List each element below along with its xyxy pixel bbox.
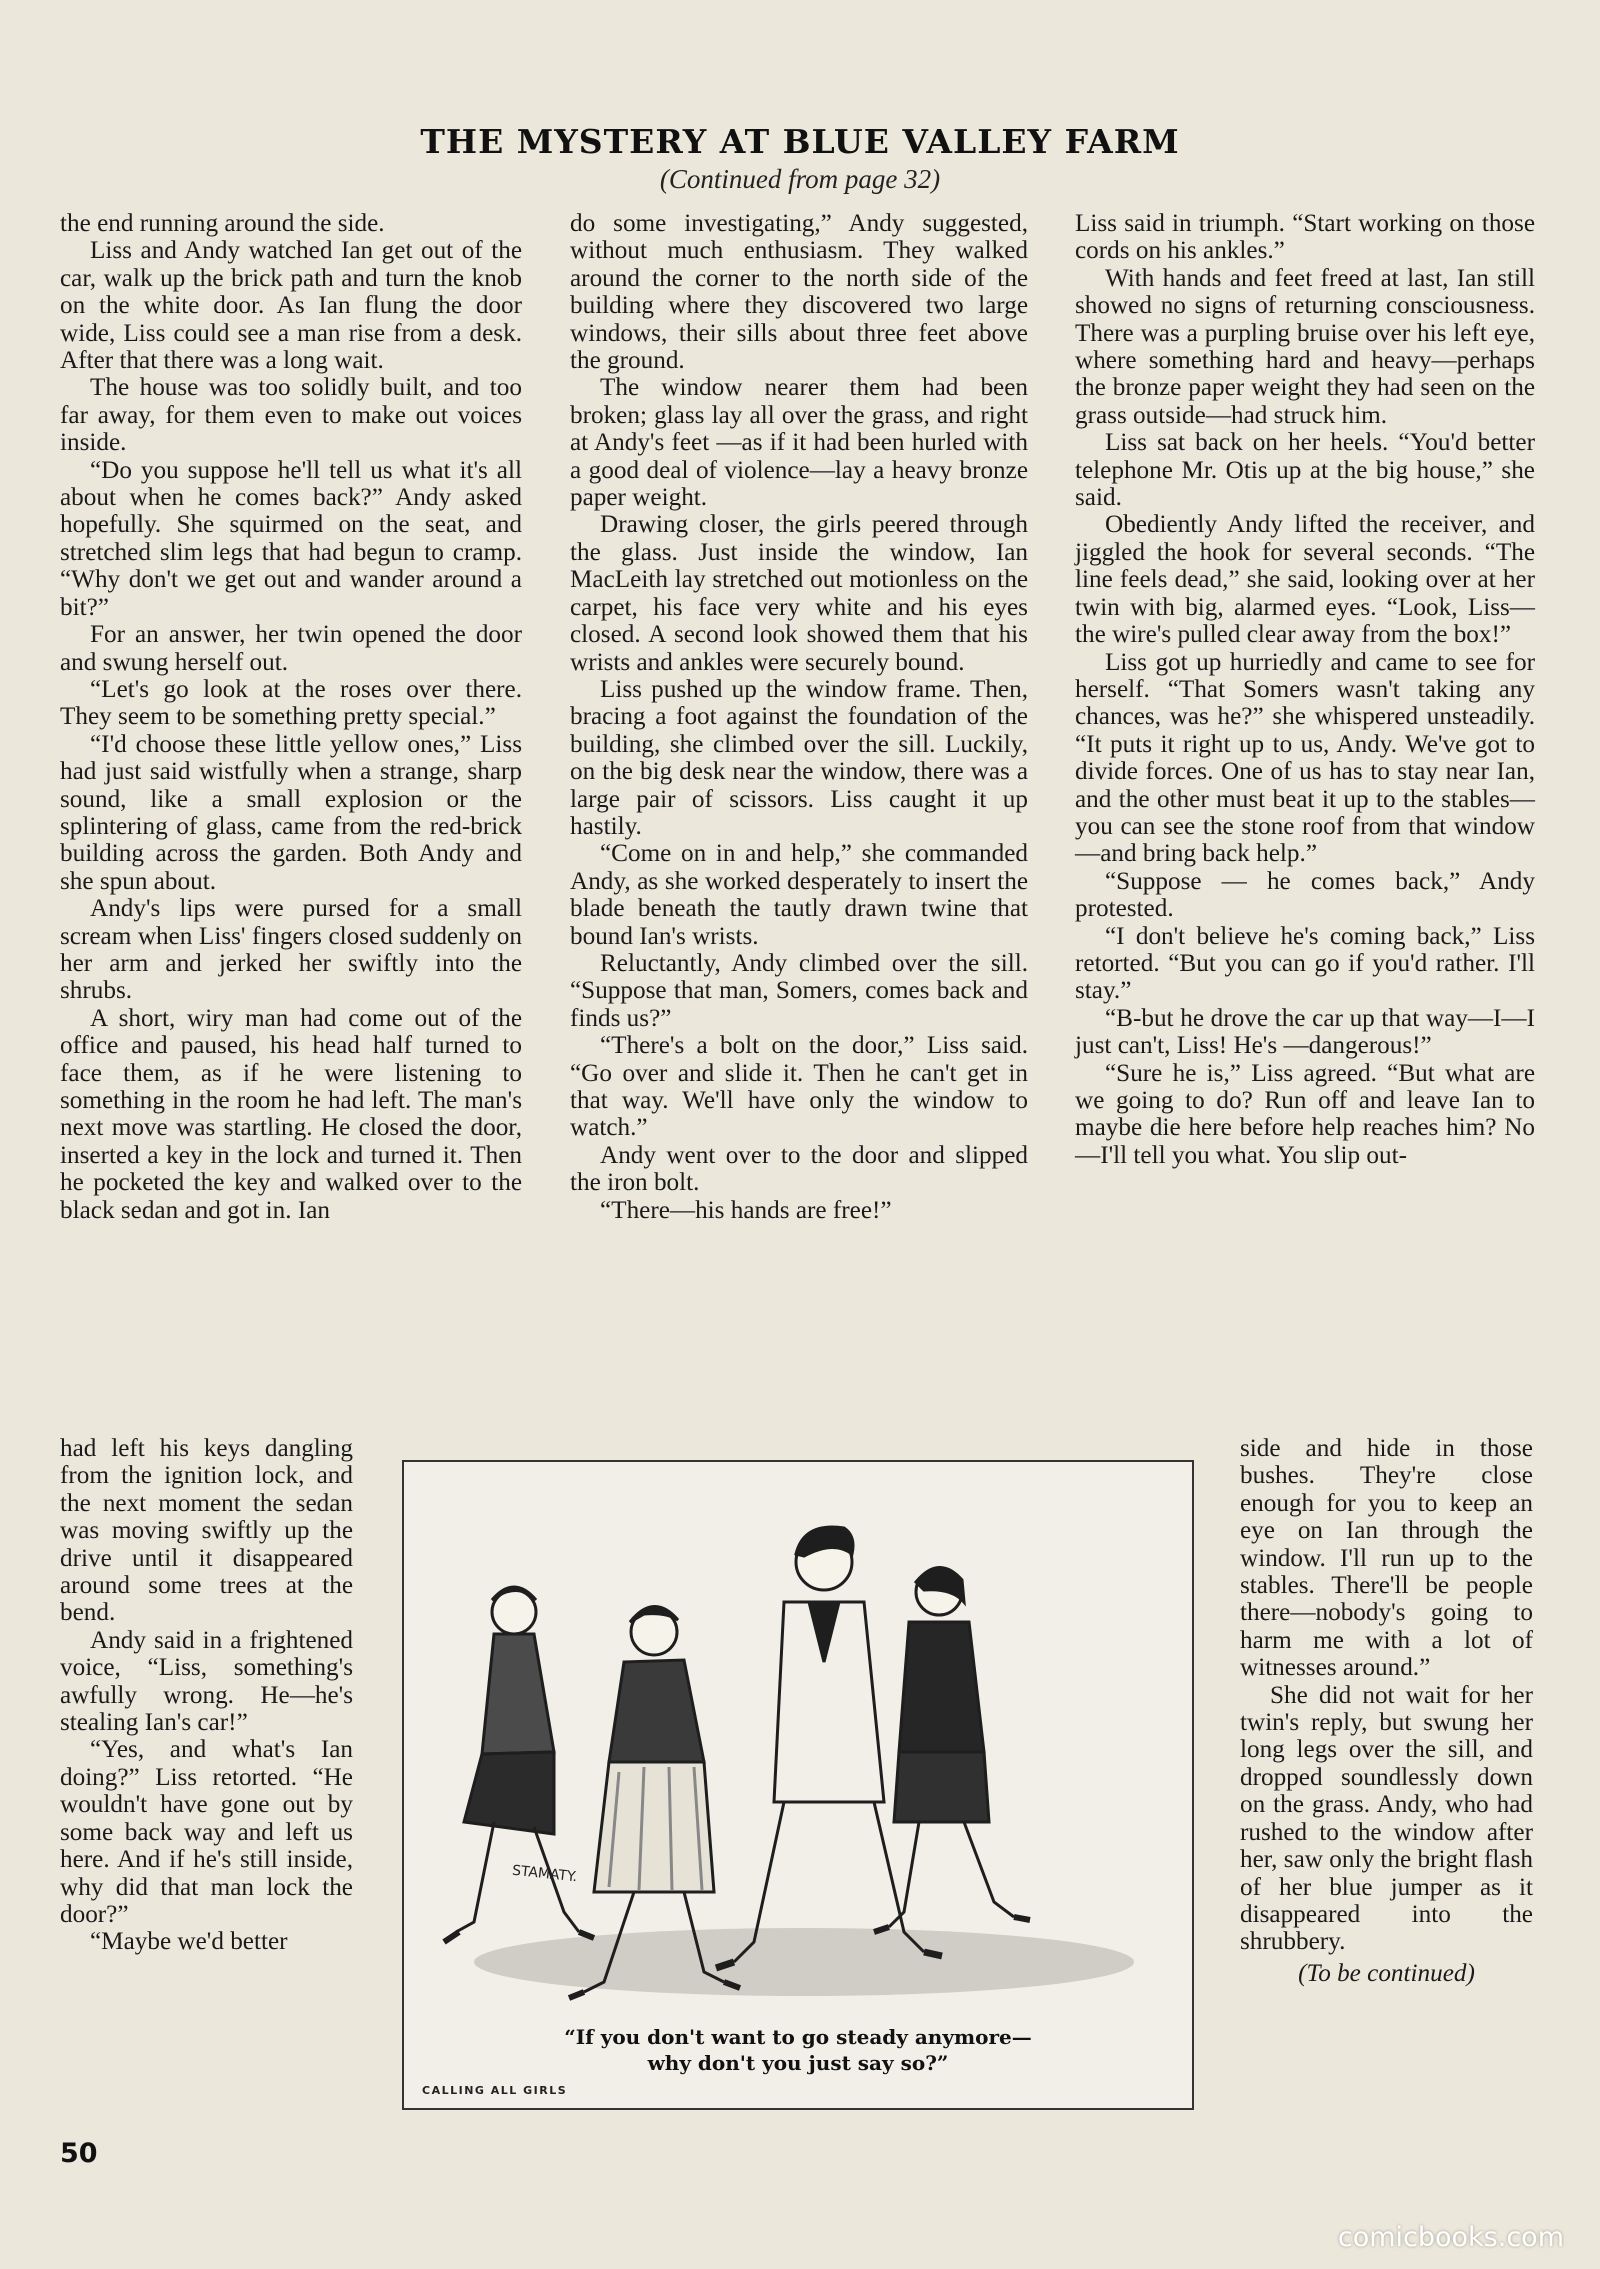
paragraph: “Sure he is,” Liss agreed. “But what are we going to do? Run off and leave Ian to maybe die here before help reaches him? No —I'll tell you what. You slip out- (1075, 1059, 1535, 1169)
girl-figure (874, 1567, 1030, 1932)
paragraph: “Maybe we'd better (90, 1928, 288, 1956)
continued-note: (Continued from page 32) (659, 164, 941, 194)
paragraph: do some investigating,” Andy suggested, without much enthusiasm. They walked around the corner to the north side of the building where they discovered two large windows, their sills about three feet above the ground. (570, 210, 1028, 375)
paragraph: “Suppose — he comes back,” Andy protested. (1075, 867, 1535, 923)
paragraph: Andy said in a frightened voice, “Liss, something's awfully wrong. He—he's stealing Ian's car!” (60, 1626, 353, 1737)
paragraph: had left his keys dangling from the ignition lock, and the next moment the sedan was moving swiftly up the drive until it disappeared around some trees at the bend. (60, 1435, 353, 1627)
paragraph: With hands and feet freed at last, Ian still showed no signs of returning consciousness. There was a purpling bruise over his left eye, where something hard and heavy—perhaps the bronze paper weight they had seen on the grass outside—had struck him. (1075, 264, 1535, 429)
text-column-1 (60, 210, 522, 1224)
paragraph: Andy's lips were pursed for a small scream when Liss' fingers closed suddenly on her arm and jerked her swiftly into the shrubs. (60, 895, 522, 1005)
paragraph: “Come on in and help,” she commanded Andy, as she worked desperately to insert the blade beneath the tautly drawn twine that bound Ian's wrists. (570, 840, 1028, 950)
cartoon-caption: “If you don't want to go steady anymore— why don't you just say so?” (564, 2025, 1032, 2075)
paragraph: Drawing closer, the girls peered through the glass. Just inside the window, Ian MacLeith lay stretched out motionless on the carpet, his face very white and his eyes closed. A second look showed them that his wrists and ankles were securely bound. (570, 511, 1028, 676)
paragraph: “Yes, and what's Ian doing?” Liss retorted. “He wouldn't have gone out by some back way and left us here. And if he's still inside, why did that man lock the door?” (60, 1736, 353, 1928)
cartoon-panel (402, 1460, 1194, 2110)
story-title: THE MYSTERY AT BLUE VALLEY FARM (420, 122, 1180, 161)
watermark: comicbooks.com (1337, 2222, 1564, 2253)
paragraph: “Do you suppose he'll tell us what it's all about when he comes back?” Andy asked hopefully. She squirmed on the seat, and stretched slim legs that had begun to cramp. “Why don't we get out and wander around a bit?” (60, 456, 522, 621)
paragraph: Andy went over to the door and slipped the iron bolt. (570, 1141, 1028, 1197)
text-column-1-lower (60, 1435, 353, 1956)
paragraph: Obediently Andy lifted the receiver, and jiggled the hook for several seconds. “The line feels dead,” she said, looking over at her twin with big, alarmed eyes. “Look, Liss—the wire's pulled clear away from the box!” (1075, 511, 1535, 649)
paragraph: Liss and Andy watched Ian get out of the car, walk up the brick path and turn the knob on the white door. As Ian flung the door wide, Liss could see a man rise from a desk. After that there was a long wait. (60, 237, 522, 375)
paragraph: “There—his hands are free!” (600, 1196, 892, 1224)
paragraph: Liss said in triumph. “Start working on those cords on his ankles.” (1075, 210, 1535, 265)
cartoon-illustration (404, 1462, 1192, 2022)
paragraph: She did not wait for her twin's reply, but swung her long legs over the sill, and dropped soundlessly down on the grass. Andy, who had rushed to the window after her, saw only the bright flash of her blue jumper as it disappeared into the shrubbery. (1240, 1681, 1533, 1956)
to-be-continued: (To be continued) (1298, 1959, 1475, 1987)
text-column-2 (570, 210, 1028, 1224)
paragraph: A short, wiry man had come out of the office and paused, his head half turned to face them, as if he were listening to something in the room he had left. The man's next move was startling. He closed the door, inserted a key in the lock and turned it. Then he pocketed the key and walked over to the black sedan and got in. Ian (60, 1004, 522, 1224)
paragraph: Reluctantly, Andy climbed over the sill. “Suppose that man, Somers, comes back and finds us?” (570, 949, 1028, 1032)
cartoon-credit: CALLING ALL GIRLS (422, 2084, 568, 2097)
paragraph: The house was too solidly built, and too far away, for them even to make out voices inside. (60, 374, 522, 457)
paragraph: For an answer, her twin opened the door and swung herself out. (60, 621, 522, 676)
paragraph: Liss got up hurriedly and came to see for herself. “That Somers wasn't taking any chances, was he?” she whispered unsteadily. “It puts it right up to us, Andy. We've got to divide forces. One of us has to stay near Ian, and the other must beat it up to the stables—you can see the stone roof from that window—and bring back help.” (1075, 648, 1535, 868)
girl-figure (444, 1587, 594, 1942)
paragraph: the end running around the side. (60, 210, 385, 237)
paragraph: “I'd choose these little yellow ones,” Liss had just said wistfully when a strange, sharp sound, like a small explosion or the splintering of glass, came from the red-brick building across the garden. Both Andy and she spun about. (60, 730, 522, 895)
paragraph: “B-but he drove the car up that way—I—I just can't, Liss! He's —dangerous!” (1075, 1004, 1535, 1060)
paragraph: Liss pushed up the window frame. Then, bracing a foot against the foundation of the building, she climbed over the sill. Luckily, on the big desk near the window, there was a large pair of scissors. Liss caught it up hastily. (570, 675, 1028, 840)
artist-signature: STAMATY. (511, 1862, 578, 1886)
paragraph: side and hide in those bushes. They're close enough for you to keep an eye on Ian through the window. I'll run up to the stables. There'll be people there—nobody's going to harm me with a lot of witnesses around.” (1240, 1435, 1533, 1682)
text-column-3-lower (1240, 1435, 1533, 1987)
paragraph: “I don't believe he's coming back,” Liss retorted. “But you can go if you'd rather. I'll stay.” (1075, 922, 1535, 1005)
paragraph: “There's a bolt on the door,” Liss said. “Go over and slide it. Then he can't get in that way. We'll have only the window to watch.” (570, 1032, 1028, 1142)
paragraph: The window nearer them had been broken; glass lay all over the grass, and right at Andy's feet —as if it had been hurled with a good deal of violence—lay a heavy bronze paper weight. (570, 374, 1028, 512)
paragraph: Liss sat back on her heels. “You'd better telephone Mr. Otis up at the big house,” she said. (1075, 429, 1535, 512)
paragraph: “Let's go look at the roses over there. They seem to be something pretty special.” (60, 675, 522, 731)
text-column-3 (1075, 210, 1535, 1169)
page-number: 50 (60, 2138, 98, 2169)
